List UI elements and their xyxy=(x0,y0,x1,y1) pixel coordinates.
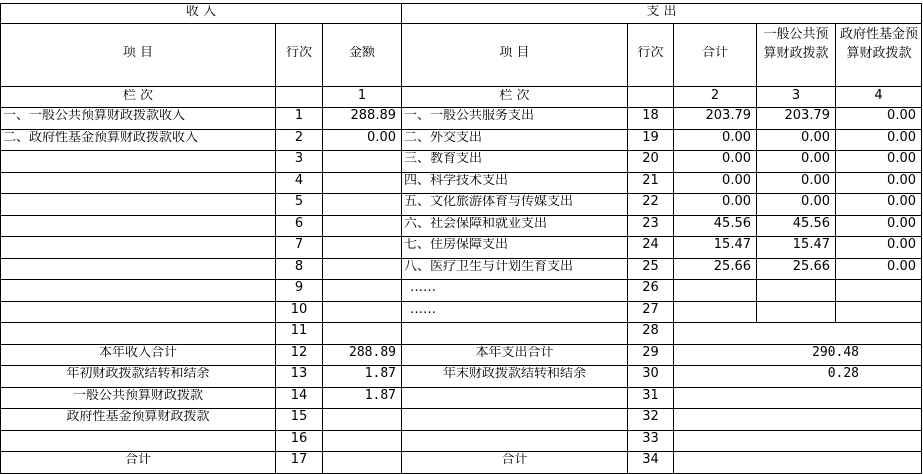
expense-general-budget xyxy=(757,303,835,321)
expense-total: 0.00 xyxy=(722,131,751,145)
expense-total: 0.28 xyxy=(827,367,859,381)
expense-item: …… xyxy=(410,281,436,295)
row-number: 4 xyxy=(294,174,304,188)
row-number: 28 xyxy=(642,324,659,338)
row-number: 16 xyxy=(290,432,308,446)
income-amount: 288.89 xyxy=(349,346,396,360)
grid-line xyxy=(0,236,922,237)
expense-general-budget: 25.66 xyxy=(792,260,830,274)
row-number: 11 xyxy=(290,324,308,338)
income-amount xyxy=(323,453,401,471)
row-number: 12 xyxy=(290,346,308,360)
income-item xyxy=(1,303,275,321)
grid-line xyxy=(0,451,922,452)
row-number: 33 xyxy=(642,432,659,446)
expense-total xyxy=(674,453,921,471)
expense-item xyxy=(402,324,627,342)
expense-general-budget: 45.56 xyxy=(792,217,830,231)
row-number: 1 xyxy=(294,109,304,123)
grid-line xyxy=(0,279,922,280)
expense-gov-fund: 0.00 xyxy=(887,152,916,166)
expense-general-budget: 15.47 xyxy=(792,238,830,252)
expense-gov-fund: 0.00 xyxy=(887,217,916,231)
income-amount xyxy=(323,432,401,450)
income-amount: 0.00 xyxy=(367,131,396,145)
income-amount xyxy=(323,260,401,278)
grid-line xyxy=(0,193,922,194)
row-number: 18 xyxy=(642,109,659,123)
expense-column-label: 栏 次 xyxy=(499,89,530,103)
row-number: 27 xyxy=(642,303,659,317)
income-item xyxy=(1,324,275,342)
expense-total: 0.00 xyxy=(722,174,751,188)
income-item: 年初财政拨款结转和结余 xyxy=(66,367,210,381)
row-number: 3 xyxy=(294,152,304,166)
row-number: 17 xyxy=(290,453,308,467)
income-item xyxy=(1,195,275,213)
expense-gov-fund: 0.00 xyxy=(887,260,916,274)
row-number: 8 xyxy=(294,260,304,274)
row-number: 21 xyxy=(642,174,659,188)
total-header: 合计 xyxy=(701,46,728,60)
gov-fund-header: 政府性基金预算财政拨款 xyxy=(839,27,918,61)
row-number: 34 xyxy=(642,453,659,467)
income-amount xyxy=(323,303,401,321)
row-number: 22 xyxy=(642,195,659,209)
expense-gov-fund xyxy=(836,281,921,299)
income-amount xyxy=(323,324,401,342)
expense-total: 0.00 xyxy=(722,195,751,209)
income-item: 一般公共预算财政拨款 xyxy=(72,389,203,403)
expense-general-budget: 203.79 xyxy=(784,109,830,123)
expense-item: 本年支出合计 xyxy=(475,346,554,360)
expense-row-no-header: 行次 xyxy=(637,46,664,60)
expense-gov-fund: 0.00 xyxy=(887,131,916,145)
row-number: 15 xyxy=(290,410,308,424)
income-amount xyxy=(323,281,401,299)
expense-item: 四、科学技术支出 xyxy=(404,174,509,188)
expense-general-budget: 0.00 xyxy=(801,174,830,188)
expense-general-budget xyxy=(757,281,835,299)
income-item xyxy=(1,260,275,278)
grid-line xyxy=(0,387,922,388)
expense-item: 二、外交支出 xyxy=(404,131,483,145)
income-item: 合计 xyxy=(124,453,151,467)
income-column-label: 栏 次 xyxy=(122,89,154,103)
expense-total xyxy=(674,432,921,450)
income-amount: 1.87 xyxy=(364,389,396,403)
expense-item xyxy=(402,432,627,450)
row-number: 2 xyxy=(294,131,304,145)
row-number: 5 xyxy=(294,195,304,209)
expense-gov-fund xyxy=(836,303,921,321)
general-budget-header: 一般公共预算财政拨款 xyxy=(763,27,829,61)
amount-header: 金额 xyxy=(348,46,375,60)
grid-line xyxy=(0,301,922,302)
grid-line xyxy=(0,150,922,151)
grid-line xyxy=(921,3,922,474)
expense-gov-fund: 0.00 xyxy=(887,174,916,188)
grid-line xyxy=(0,258,922,259)
grid-line xyxy=(0,107,922,108)
expense-general-budget: 0.00 xyxy=(801,195,830,209)
income-row-no-header: 行次 xyxy=(285,46,312,60)
income-item: 政府性基金预算财政拨款 xyxy=(66,410,210,424)
expense-item: 七、住房保障支出 xyxy=(404,238,509,252)
grid-line xyxy=(0,215,922,216)
expense-total xyxy=(674,303,756,321)
col-num-3: 3 xyxy=(791,89,801,103)
grid-line xyxy=(0,344,922,345)
grid-line xyxy=(0,322,922,323)
expense-gov-fund: 0.00 xyxy=(887,238,916,252)
row-number: 32 xyxy=(642,410,659,424)
grid-line xyxy=(0,129,922,130)
row-number: 23 xyxy=(642,217,659,231)
income-item: 本年收入合计 xyxy=(98,346,177,360)
expense-item: 六、社会保障和就业支出 xyxy=(404,217,548,231)
expense-total: 15.47 xyxy=(713,238,751,252)
expense-item-header: 项 目 xyxy=(499,46,530,60)
expense-item: 三、教育支出 xyxy=(404,152,483,166)
row-number: 31 xyxy=(642,389,659,403)
expense-total xyxy=(674,410,921,428)
expense-header: 支 出 xyxy=(646,5,677,19)
expense-total xyxy=(674,389,921,407)
expense-item: …… xyxy=(410,303,436,317)
row-number: 25 xyxy=(642,260,659,274)
expense-total: 25.66 xyxy=(713,260,751,274)
expense-total: 45.56 xyxy=(713,217,751,231)
row-number: 10 xyxy=(290,303,308,317)
row-number: 7 xyxy=(294,238,304,252)
grid-line xyxy=(0,86,922,87)
row-number: 9 xyxy=(294,281,304,295)
income-amount xyxy=(323,410,401,428)
grid-line xyxy=(0,3,922,4)
income-header: 收 入 xyxy=(185,5,217,19)
income-amount xyxy=(323,174,401,192)
row-number: 14 xyxy=(290,389,308,403)
row-number: 30 xyxy=(642,367,659,381)
col-num-2: 2 xyxy=(710,89,720,103)
expense-item: 合计 xyxy=(501,453,528,467)
income-item xyxy=(1,238,275,256)
row-number: 20 xyxy=(642,152,659,166)
expense-item: 五、文化旅游体育与传媒支出 xyxy=(404,195,574,209)
expense-general-budget: 0.00 xyxy=(801,131,830,145)
expense-item xyxy=(402,410,627,428)
income-item xyxy=(1,281,275,299)
col-num-4: 4 xyxy=(874,89,883,103)
expense-total xyxy=(674,324,921,342)
income-item xyxy=(1,152,275,170)
expense-item xyxy=(402,389,627,407)
expense-item: 年末财政拨款结转和结余 xyxy=(442,367,586,381)
row-number: 13 xyxy=(290,367,308,381)
income-item: 二、政府性基金预算财政拨款收入 xyxy=(3,131,199,145)
expense-item: 一、一般公共服务支出 xyxy=(404,109,535,123)
income-amount xyxy=(323,195,401,213)
expense-gov-fund: 0.00 xyxy=(887,195,916,209)
row-number: 6 xyxy=(294,217,304,231)
row-number: 29 xyxy=(642,346,659,360)
expense-general-budget: 0.00 xyxy=(801,152,830,166)
income-amount xyxy=(323,238,401,256)
col-num-1: 1 xyxy=(357,89,367,103)
expense-gov-fund: 0.00 xyxy=(887,109,916,123)
row-number: 24 xyxy=(642,238,659,252)
grid-line xyxy=(0,365,922,366)
income-amount xyxy=(323,217,401,235)
income-amount: 288.89 xyxy=(350,109,396,123)
expense-item: 八、医疗卫生与计划生育支出 xyxy=(404,260,574,274)
grid-line xyxy=(0,172,922,173)
row-number: 26 xyxy=(642,281,659,295)
grid-line xyxy=(0,430,922,431)
expense-total: 0.00 xyxy=(722,152,751,166)
expense-total: 203.79 xyxy=(705,109,751,123)
income-item-header: 项 目 xyxy=(122,46,154,60)
income-item xyxy=(1,174,275,192)
income-item: 一、一般公共预算财政拨款收入 xyxy=(3,109,186,123)
expense-total: 290.48 xyxy=(812,346,859,360)
grid-line xyxy=(0,408,922,409)
income-item xyxy=(1,217,275,235)
income-amount xyxy=(323,152,401,170)
row-number: 19 xyxy=(642,131,659,145)
income-amount: 1.87 xyxy=(364,367,396,381)
expense-total xyxy=(674,281,756,299)
income-item xyxy=(1,432,275,450)
grid-line xyxy=(0,23,922,24)
